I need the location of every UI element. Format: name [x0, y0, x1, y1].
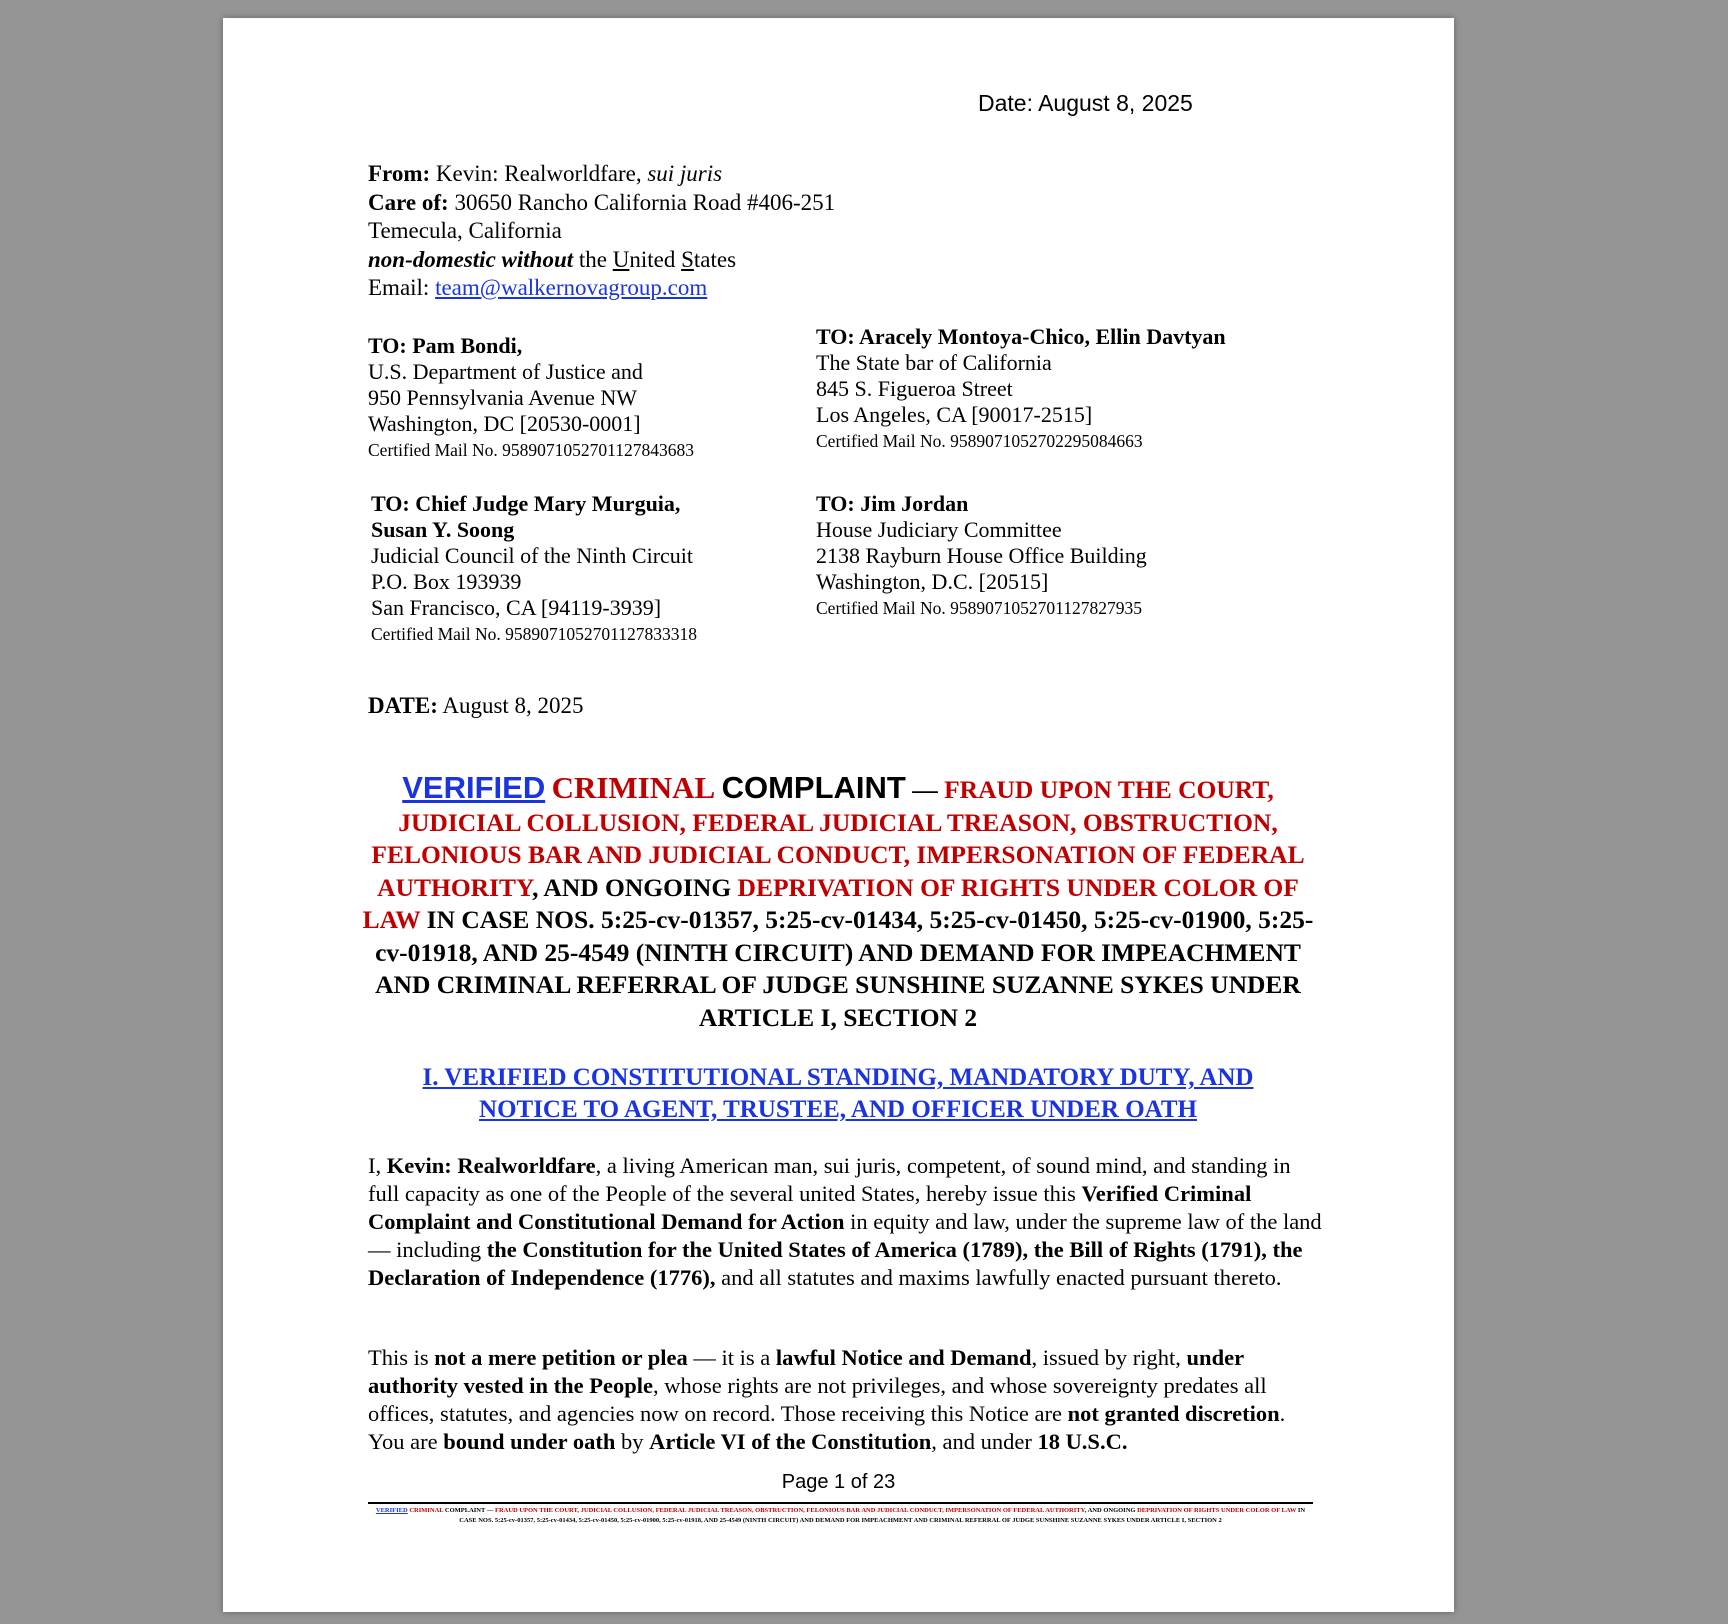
recipient-line: P.O. Box 193939 — [371, 569, 522, 594]
paragraph-notice: This is not a mere petition or plea — it is a lawful Notice and Demand, issued by right, under authority vested in the People, whose rights are not privileges, and whose sovereignty predates all offices, statutes, and agencies now on record. Those receiving this Notice are not granted discretion. You are bound under oath by Article VI of the Constitution, and under 18 U.S.C. — [368, 1345, 1286, 1454]
recipient-line: San Francisco, CA [94119-3939] — [371, 595, 662, 620]
certified-mail-number: Certified Mail No. 9589071052702295084663 — [816, 431, 1143, 451]
header-date: Date: August 8, 2025 — [978, 90, 1193, 116]
recipient-name-second: Susan Y. Soong — [371, 517, 515, 542]
certified-mail-number: Certified Mail No. 9589071052701127833318 — [371, 624, 697, 644]
recipient-line: House Judiciary Committee — [816, 517, 1062, 542]
page-number: Page 1 of 23 — [781, 1471, 896, 1493]
sender-block — [368, 160, 835, 303]
recipient-line: U.S. Department of Justice and — [368, 359, 643, 384]
title-complaint: COMPLAINT — [721, 770, 906, 805]
recipient-block-state-bar — [816, 324, 1226, 454]
recipient-line: Judicial Council of the Ninth Circuit — [371, 543, 694, 568]
city-line: Temecula, California — [368, 218, 562, 243]
recipient-line: Washington, D.C. [20515] — [816, 569, 1049, 594]
title-criminal: CRIMINAL — [551, 770, 716, 805]
date-block: DATE: August 8, 2025 — [368, 693, 584, 718]
certified-mail-number: Certified Mail No. 9589071052701127827935 — [816, 598, 1142, 618]
recipient-block-ninth-circuit — [371, 491, 697, 647]
recipient-block-jordan — [816, 491, 1147, 621]
certified-mail-number: Certified Mail No. 9589071052701127843683 — [368, 440, 694, 460]
recipient-line: 2138 Rayburn House Office Building — [816, 543, 1147, 568]
recipient-line: The State bar of California — [816, 350, 1052, 375]
recipient-name: TO: Chief Judge Mary Murguia, — [371, 491, 681, 516]
title-verified: VERIFIED — [402, 770, 546, 805]
footer-divider — [368, 1502, 1313, 1504]
recipient-line: 845 S. Figueroa Street — [816, 376, 1013, 401]
from-line: From: Kevin: Realworldfare, sui juris — [368, 161, 723, 186]
running-footer: VERIFIED CRIMINAL COMPLAINT — FRAUD UPON THE COURT, JUDICIAL COLLUSION, FEDERAL JUDICIAL TREASON, OBSTRUCTION, FELONIOUS BAR AND JUDICIAL CONDUCT, IMPERSONATION OF FEDERAL AUTHORITY, AND ONGOING DEPRIVATION OF RIGHTS UNDER COLOR OF LAW IN CASE NOS. 5:25-cv-01357, 5:25-cv-01434, 5:25-cv-01450, 5:25-cv-01900, 5:25-cv-01918, AND 25-4549 (NINTH CIRCUIT) AND DEMAND FOR IMPEACHMENT AND CRIMINAL REFERRAL OF JUDGE SUNSHINE SUZANNE SYKES UNDER ARTICLE I, SECTION 2 — [375, 1507, 1306, 1524]
recipient-name: TO: Pam Bondi, — [368, 333, 523, 358]
recipient-line: Washington, DC [20530-0001] — [368, 411, 641, 436]
paragraph-standing: I, Kevin: Realworldfare, a living American man, sui juris, competent, of sound mind, and standing in full capacity as one of the People of the several united States, hereby issue this Verified Criminal Complaint and Constitutional Demand for Action in equity and law, under the supreme law of the land — including the Constitution for the United States of America (1789), the Bill of Rights (1791), the Declaration of Independence (1776), and all statutes and maxims lawfully enacted pursuant thereto. — [368, 1153, 1322, 1290]
recipient-name: TO: Jim Jordan — [816, 491, 969, 516]
complaint-title: VERIFIED CRIMINAL COMPLAINT — FRAUD UPON THE COURT, JUDICIAL COLLUSION, FEDERAL JUDICIAL TREASON, OBSTRUCTION, FELONIOUS BAR AND JUDICIAL CONDUCT, IMPERSONATION OF FEDERAL AUTHORITY, AND ONGOING DEPRIVATION OF RIGHTS UNDER COLOR OF LAW IN CASE NOS. 5:25-cv-01357, 5:25-cv-01434, 5:25-cv-01450, 5:25-cv-01900, 5:25-cv-01918, AND 25-4549 (NINTH CIRCUIT) AND DEMAND FOR IMPEACHMENT AND CRIMINAL REFERRAL OF JUDGE SUNSHINE SUZANNE SYKES UNDER ARTICLE I, SECTION 2 — [362, 770, 1314, 1032]
recipient-line: Los Angeles, CA [90017-2515] — [816, 402, 1093, 427]
section-heading-i: I. VERIFIED CONSTITUTIONAL STANDING, MANDATORY DUTY, AND NOTICE TO AGENT, TRUSTEE, AND OFFICER UNDER OATH — [422, 1064, 1254, 1123]
email-line: Email: team@walkernovagroup.com — [368, 275, 708, 300]
nondomestic-line: non-domestic without the United States — [368, 246, 737, 272]
document-page — [223, 18, 1454, 1612]
recipient-line: 950 Pennsylvania Avenue NW — [368, 385, 638, 410]
care-of-line: Care of: 30650 Rancho California Road #406-251 — [368, 189, 836, 215]
recipient-name: TO: Aracely Montoya-Chico, Ellin Davtyan — [816, 324, 1226, 349]
email-link[interactable]: team@walkernovagroup.com — [435, 275, 708, 300]
recipient-block-bondi — [368, 333, 694, 463]
